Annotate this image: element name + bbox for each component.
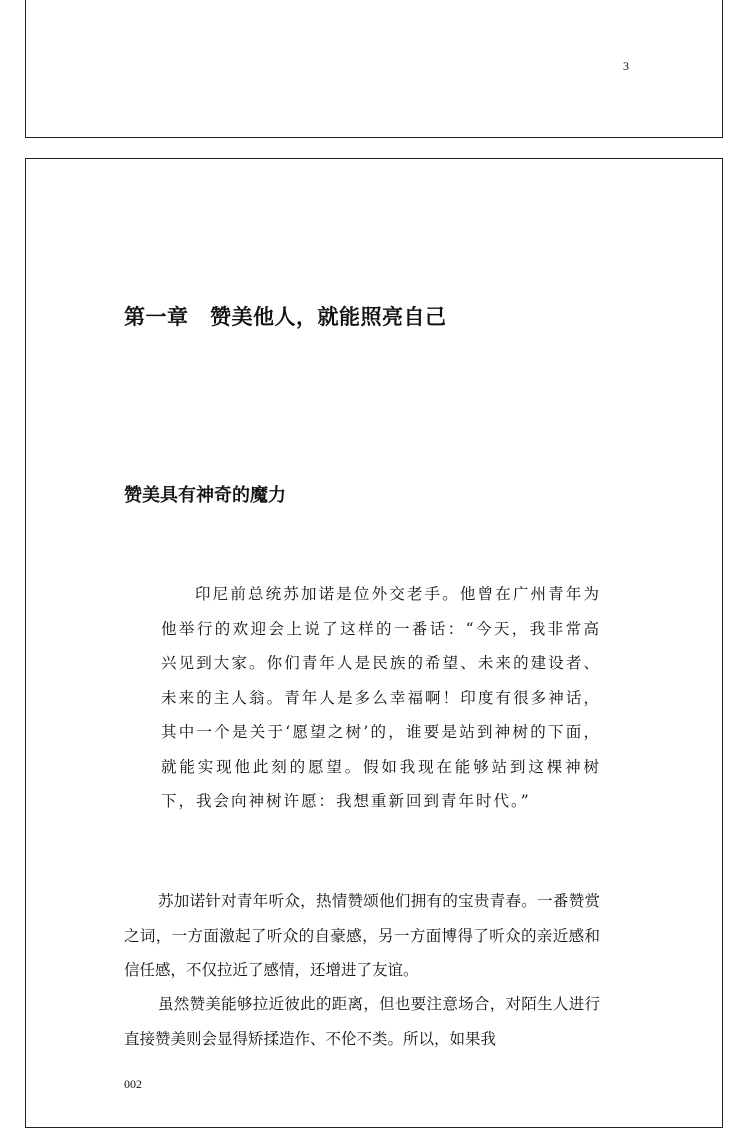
section-title: 赞美具有神奇的魔力 (124, 485, 286, 506)
previous-page (25, 0, 723, 138)
page-number: 002 (124, 1077, 142, 1091)
chapter-title: 第一章 赞美他人，就能照亮自己 (124, 304, 447, 329)
page-number: 3 (623, 59, 629, 73)
current-page (25, 158, 723, 1128)
body-paragraph: 苏加诺针对青年听众，热情赞颂他们拥有的宝贵青春。一番赞赏之词，一方面激起了听众的自豪感，另一方面博得了听众的亲近感和信任感，不仅拉近了感情，还增进了友谊。 (124, 892, 600, 979)
quote-paragraph: 印尼前总统苏加诺是位外交老手。他曾在广州青年为他举行的欢迎会上说了这样的一番话：“今天，我非常高兴见到大家。你们青年人是民族的希望、未来的建设者、未来的主人翁。青年人是多么幸福啊！印度有很多神话，其中一个是关于‘愿望之树’的，谁要是站到神树的下面，就能实现他此刻的愿望。假如我现在能够站到这棵神树下，我会向神树许愿：我想重新回到青年时代。” (161, 585, 601, 810)
body-paragraph: 虽然赞美能够拉近彼此的距离，但也要注意场合，对陌生人进行直接赞美则会显得矫揉造作、不伦不类。所以，如果我 (124, 995, 600, 1048)
